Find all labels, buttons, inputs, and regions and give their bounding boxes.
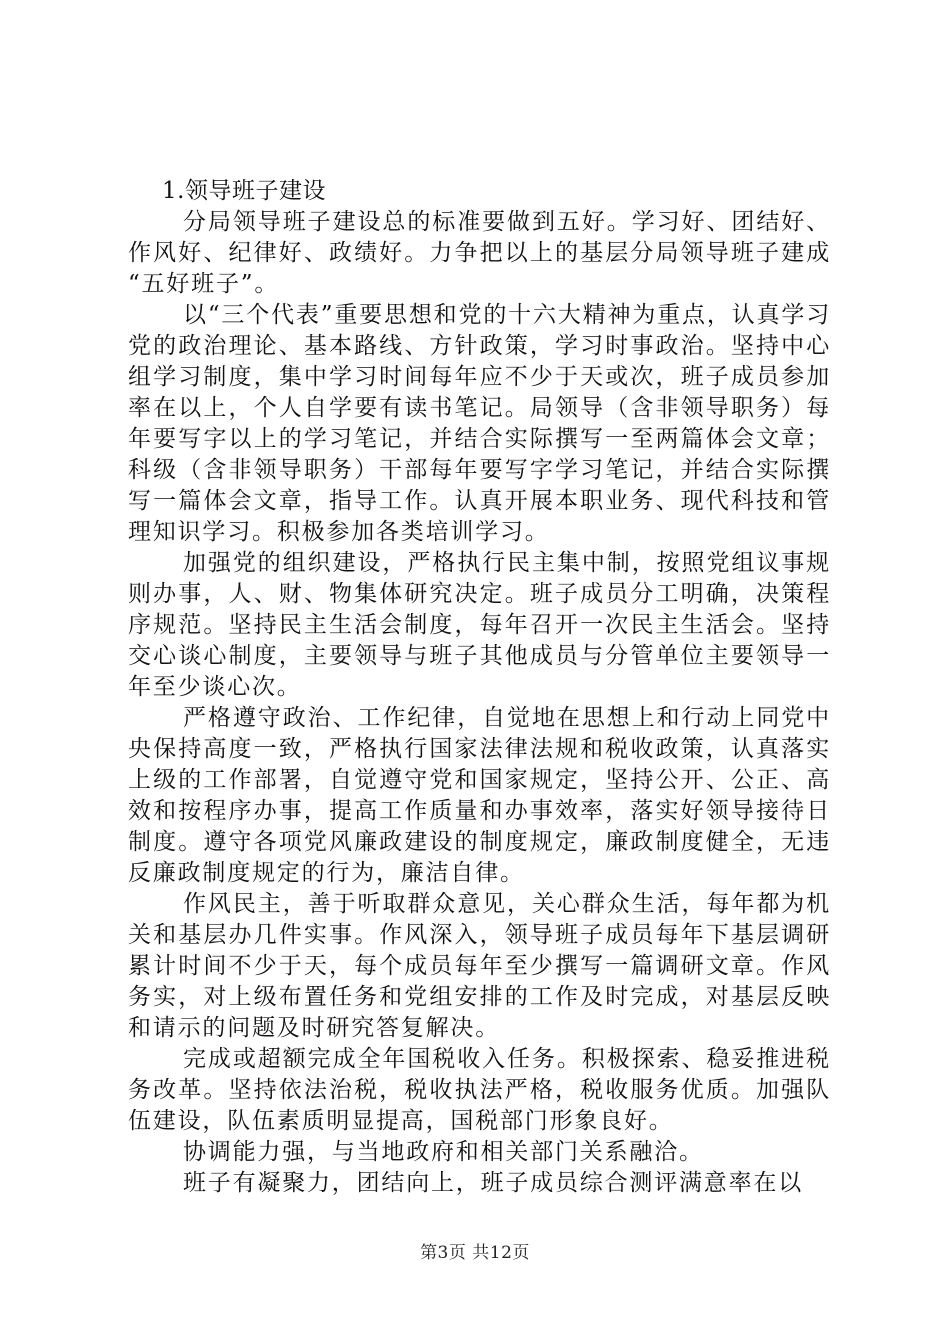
paragraph-6: 完成或超额完成全年国税收入任务。积极探索、稳妥推进税务改革。坚持依法治税，税收执法严格，税收服务优质。加强队伍建设，队伍素质明显提高，国税部门形象良好。: [128, 1046, 831, 1134]
document-body: [128, 175, 831, 1199]
paragraph-2: 以“三个代表”重要思想和党的十六大精神为重点，认真学习党的政治理论、基本路线、方针政策，学习时事政治。坚持中心组学习制度，集中学习时间每年应不少于天或次，班子成员参加率在以上，个人自学要有读书笔记。局领导（含非领导职务）每年要写字以上的学习笔记，并结合实际撰写一至两篇体会文章；科级（含非领导职务）干部每年要写字学习笔记，并结合实际撰写一篇体会文章，指导工作。认真开展本职业务、现代科技和管理知识学习。积极参加各类培训学习。: [128, 302, 831, 545]
paragraph-8: 班子有凝聚力，团结向上，班子成员综合测评满意率在以: [183, 1170, 803, 1196]
section-heading: 1.领导班子建设: [162, 178, 326, 204]
paragraph-7: 协调能力强，与当地政府和相关部门关系融洽。: [183, 1139, 704, 1165]
paragraph-4: 严格遵守政治、工作纪律，自觉地在思想上和行动上同党中央保持高度一致，严格执行国家法律法规和税收政策，认真落实上级的工作部署，自觉遵守党和国家规定，坚持公开、公正、高效和按程序办事，提高工作质量和办事效率，落实好领导接待日制度。遵守各项党风廉政建设的制度规定，廉政制度健全，无违反廉政制度规定的行为，廉洁自律。: [128, 705, 831, 886]
page-number-footer: 第3页 共12页: [420, 1243, 530, 1263]
paragraph-3: 加强党的组织建设，严格执行民主集中制，按照党组议事规则办事，人、财、物集体研究决定。班子成员分工明确，决策程序规范。坚持民主生活会制度，每年召开一次民主生活会。坚持交心谈心制度，主要领导与班子其他成员与分管单位主要领导一年至少谈心次。: [128, 550, 831, 700]
paragraph-1: 分局领导班子建设总的标准要做到五好。学习好、团结好、作风好、纪律好、政绩好。力争把以上的基层分局领导班子建成“五好班子”。: [128, 209, 831, 297]
paragraph-5: 作风民主，善于听取群众意见，关心群众生活，每年都为机关和基层办几件实事。作风深入，领导班子成员每年下基层调研累计时间不少于天，每个成员每年至少撰写一篇调研文章。作风务实，对上级布置任务和党组安排的工作及时完成，对基层反映和请示的问题及时研究答复解决。: [128, 891, 831, 1041]
